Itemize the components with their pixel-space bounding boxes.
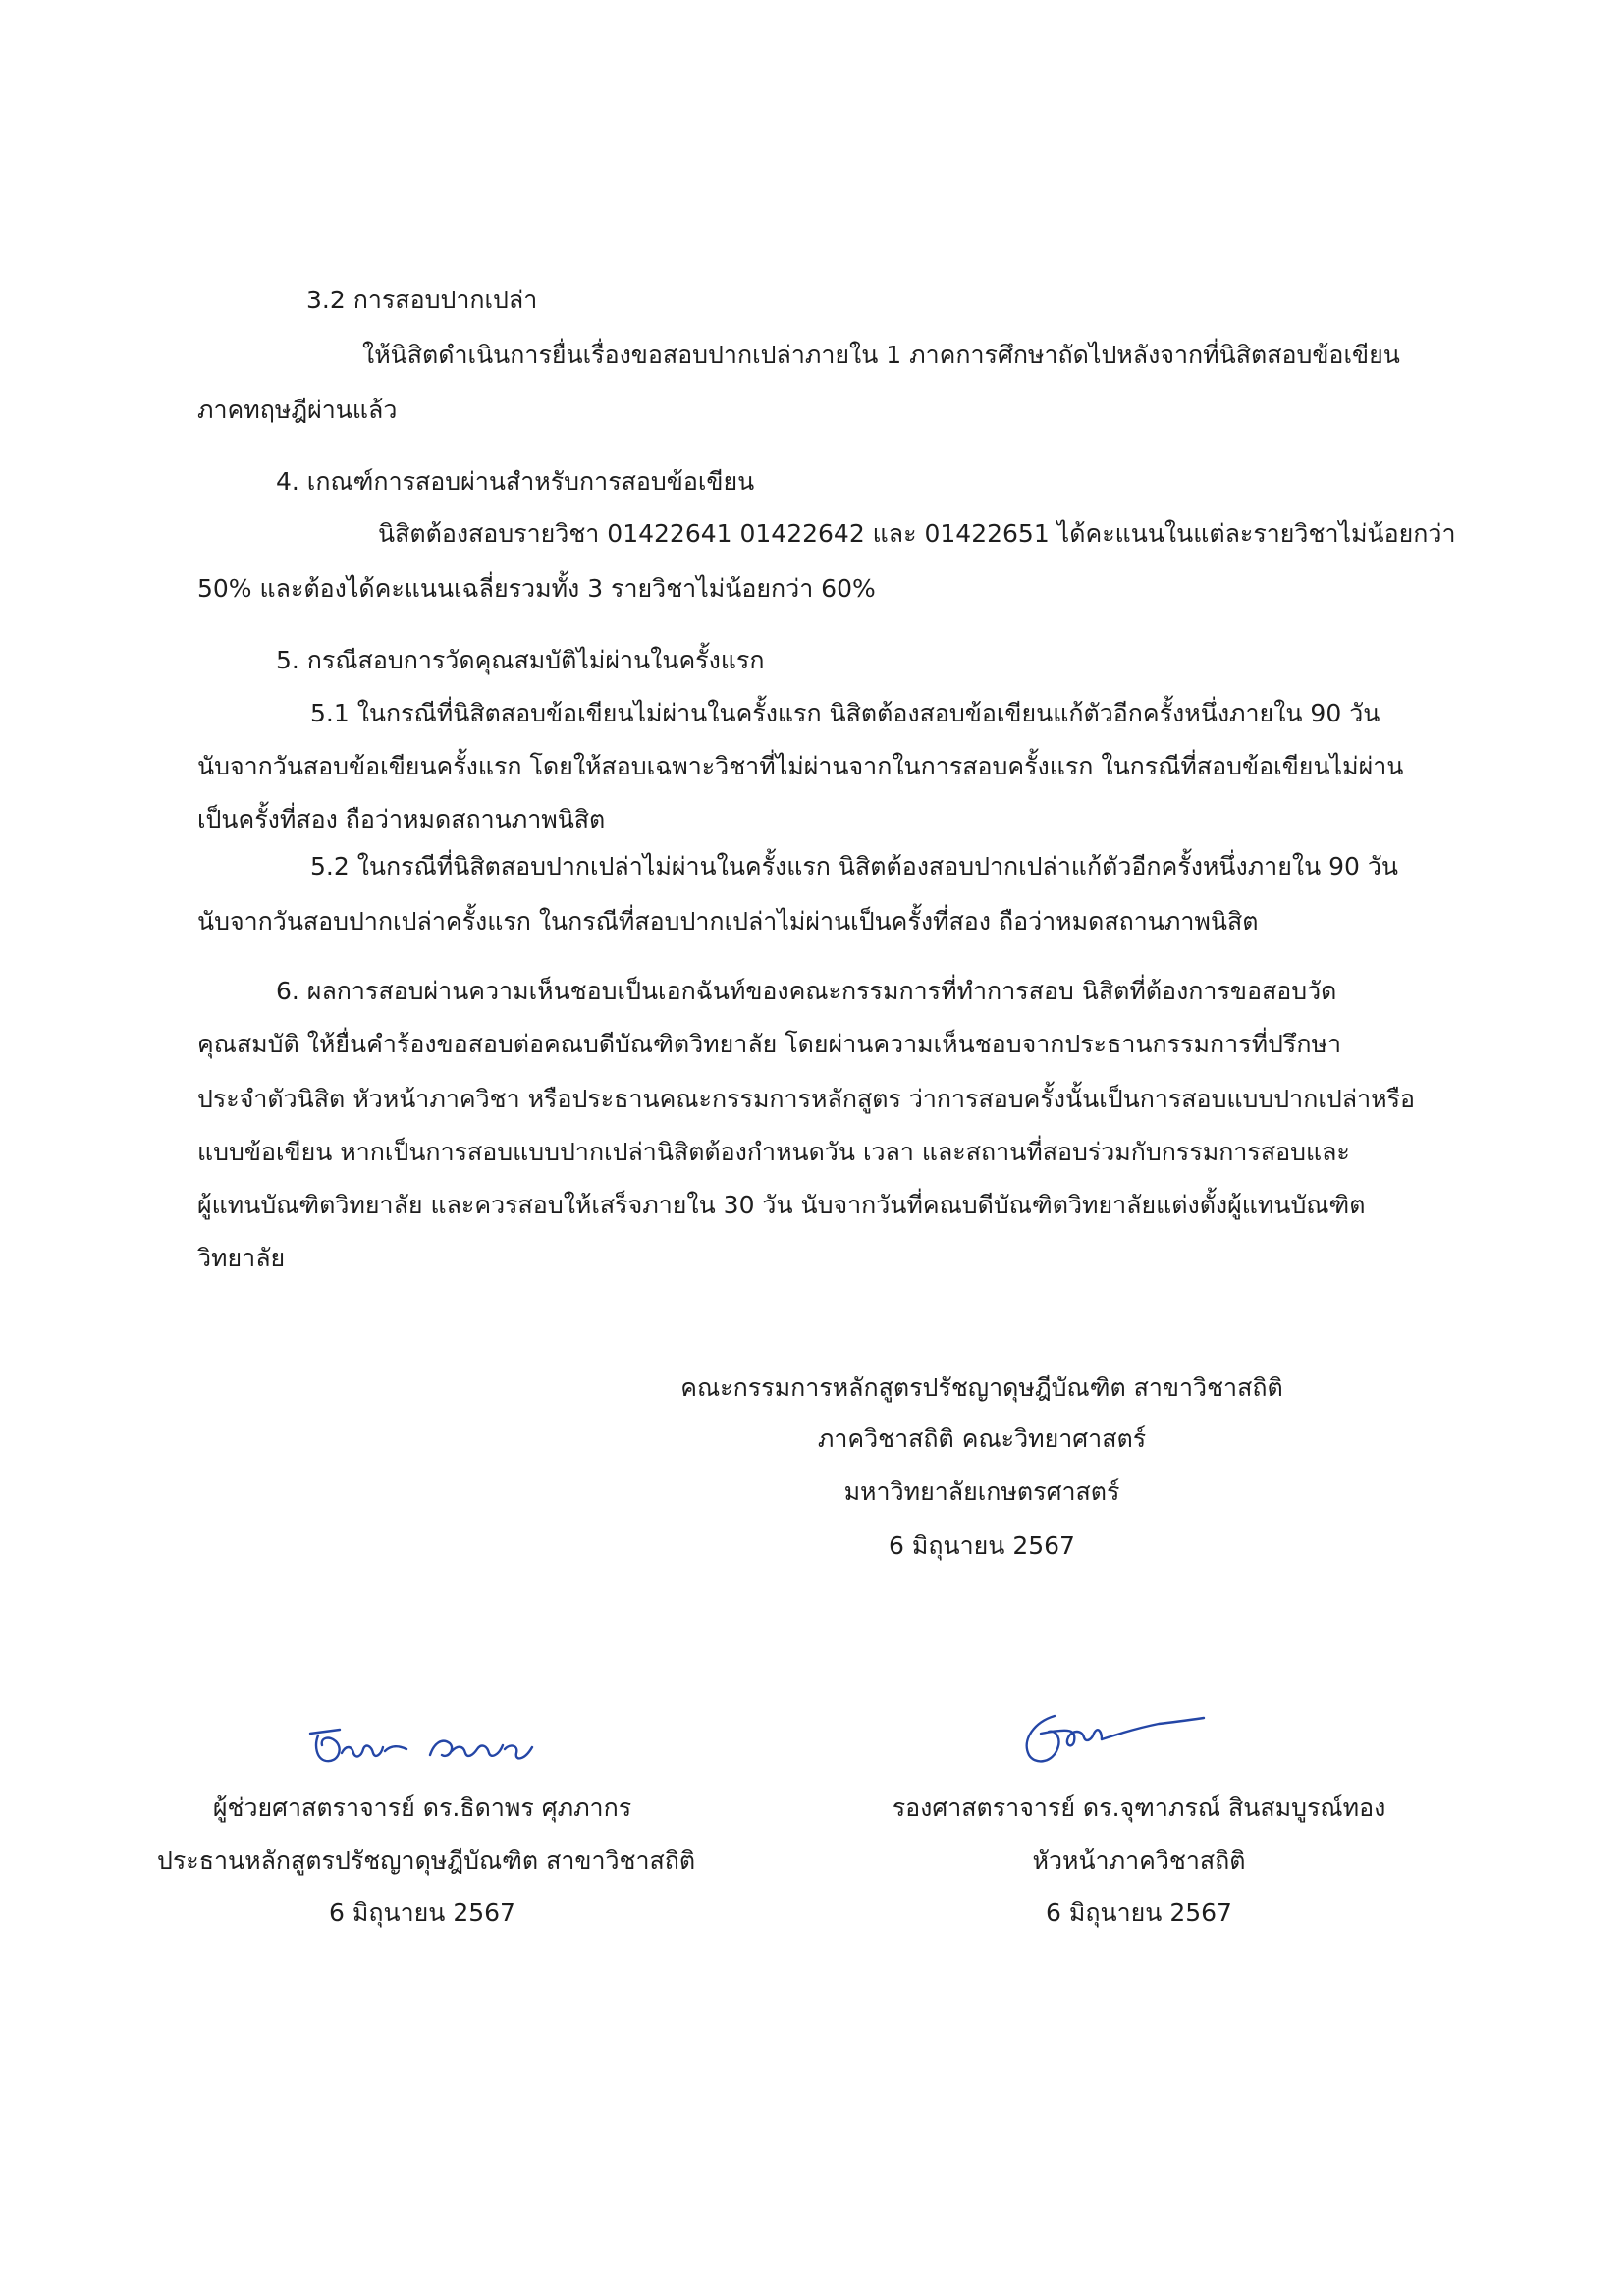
section-4-heading: 4. เกณฑ์การสอบผ่านสำหรับการสอบข้อเขียน [276, 467, 755, 496]
right-signatory-date: 6 มิถุนายน 2567 [1046, 1898, 1232, 1927]
committee-line-2: ภาควิชาสถิติ คณะวิทยาศาสตร์ [817, 1424, 1147, 1453]
left-signatory-date: 6 มิถุนายน 2567 [329, 1898, 515, 1927]
section-4-line-2: 50% และต้องได้คะแนนเฉลี่ยรวมทั้ง 3 รายวิชาไม่น้อยกว่า 60% [197, 574, 876, 603]
section-6-line-6: วิทยาลัย [197, 1244, 286, 1272]
section-4-line-1: นิสิตต้องสอบรายวิชา 01422641 01422642 และ 01422651 ได้คะแนนในแต่ละรายวิชาไม่น้อยกว่า [378, 519, 1456, 548]
right-signatory-title: หัวหน้าภาควิชาสถิติ [1032, 1846, 1246, 1875]
left-signatory-title: ประธานหลักสูตรปรัชญาดุษฎีบัณฑิต สาขาวิชาสถิติ [157, 1846, 696, 1875]
section-5-1-line-3: เป็นครั้งที่สอง ถือว่าหมดสถานภาพนิสิต [197, 805, 606, 833]
committee-line-1: คณะกรรมการหลักสูตรปรัชญาดุษฎีบัณฑิต สาขาวิชาสถิติ [680, 1373, 1283, 1402]
section-3-2-heading: 3.2 การสอบปากเปล่า [306, 286, 538, 314]
left-signature-image [304, 1716, 569, 1785]
section-6-line-1: 6. ผลการสอบผ่านความเห็นชอบเป็นเอกฉันท์ของคณะกรรมการที่ทำการสอบ นิสิตที่ต้องการขอสอบวัด [276, 977, 1337, 1005]
section-5-2-line-1: 5.2 ในกรณีที่นิสิตสอบปากเปล่าไม่ผ่านในครั้งแรก นิสิตต้องสอบปากเปล่าแก้ตัวอีกครั้งหนึ่งภายใน 90 วัน [310, 852, 1398, 881]
committee-line-3: มหาวิทยาลัยเกษตรศาสตร์ [843, 1477, 1120, 1506]
section-5-heading: 5. กรณีสอบการวัดคุณสมบัติไม่ผ่านในครั้งแรก [276, 646, 765, 674]
left-signatory-name: ผู้ช่วยศาสตราจารย์ ดร.ธิดาพร ศุภภากร [212, 1793, 632, 1822]
right-signatory-name: รองศาสตราจารย์ ดร.จุฑาภรณ์ สินสมบูรณ์ทอง [892, 1793, 1386, 1822]
section-5-1-line-2: นับจากวันสอบข้อเขียนครั้งแรก โดยให้สอบเฉพาะวิชาที่ไม่ผ่านจากในการสอบครั้งแรก ในกรณีที่สอบข้อเขียนไม่ผ่าน [197, 752, 1404, 780]
right-signature-image [1011, 1706, 1218, 1775]
section-6-line-2: คุณสมบัติ ให้ยื่นคำร้องขอสอบต่อคณบดีบัณฑิตวิทยาลัย โดยผ่านความเห็นชอบจากประธานกรรมการที่ปรึกษา [197, 1030, 1342, 1058]
section-3-2-line-1: ให้นิสิตดำเนินการยื่นเรื่องขอสอบปากเปล่าภายใน 1 ภาคการศึกษาถัดไปหลังจากที่นิสิตสอบข้อเขียน [362, 341, 1400, 369]
section-3-2-line-2: ภาคทฤษฎีผ่านแล้ว [197, 396, 398, 424]
section-5-2-line-2: นับจากวันสอบปากเปล่าครั้งแรก ในกรณีที่สอบปากเปล่าไม่ผ่านเป็นครั้งที่สอง ถือว่าหมดสถานภาพนิสิต [197, 907, 1259, 935]
section-5-1-line-1: 5.1 ในกรณีที่นิสิตสอบข้อเขียนไม่ผ่านในครั้งแรก นิสิตต้องสอบข้อเขียนแก้ตัวอีกครั้งหนึ่งภายใน 90 วัน [310, 699, 1380, 727]
committee-date: 6 มิถุนายน 2567 [889, 1531, 1075, 1560]
section-6-line-5: ผู้แทนบัณฑิตวิทยาลัย และควรสอบให้เสร็จภายใน 30 วัน นับจากวันที่คณบดีบัณฑิตวิทยาลัยแต่งตั้งผู้แทนบัณฑิต [197, 1191, 1366, 1219]
section-6-line-4: แบบข้อเขียน หากเป็นการสอบแบบปากเปล่านิสิตต้องกำหนดวัน เวลา และสถานที่สอบร่วมกับกรรมการสอบและ [197, 1138, 1350, 1166]
section-6-line-3: ประจำตัวนิสิต หัวหน้าภาควิชา หรือประธานคณะกรรมการหลักสูตร ว่าการสอบครั้งนั้นเป็นการสอบแบบปากเปล่าหรือ [197, 1085, 1416, 1113]
